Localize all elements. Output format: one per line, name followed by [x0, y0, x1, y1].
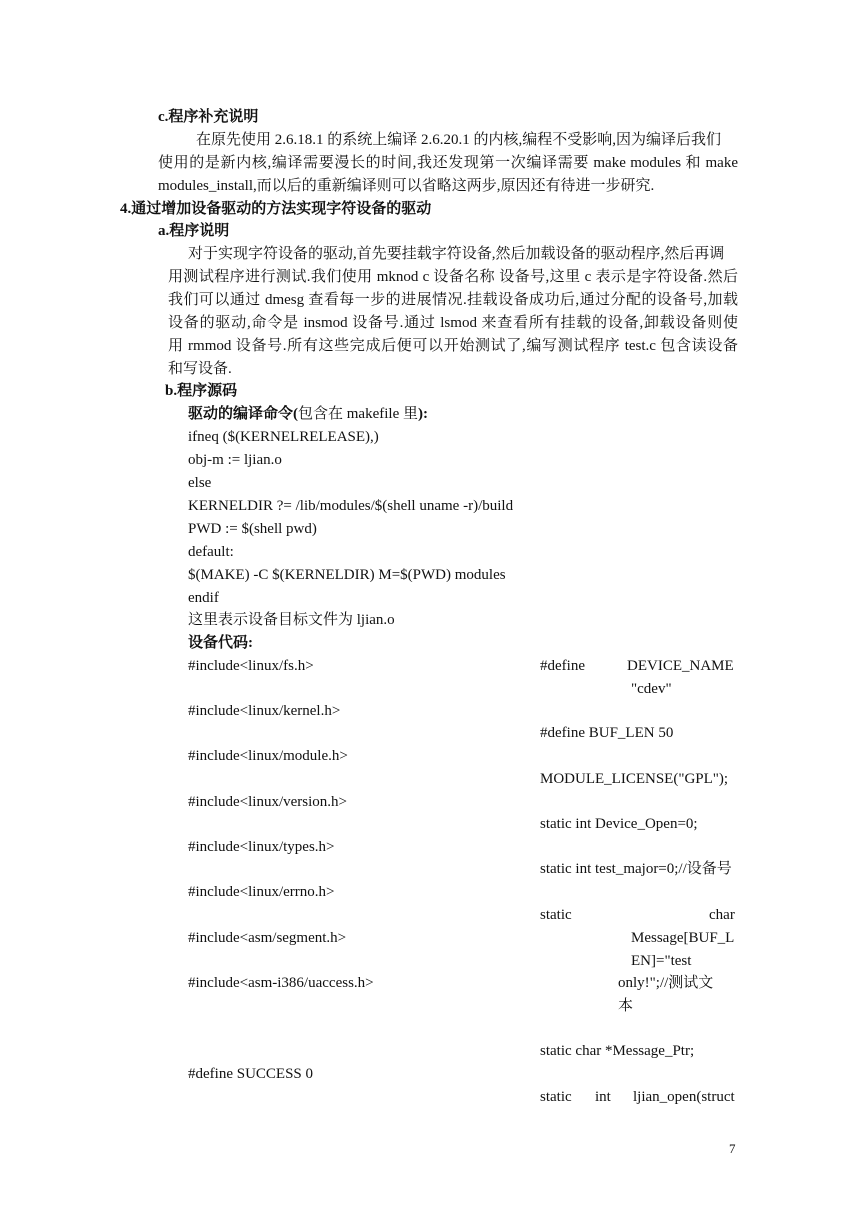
a-para-line-1: 对于实现字符设备的驱动,首先要挂载字符设备,然后加载设备的驱动程序,然后再调 [188, 246, 725, 262]
left-code-line-4: #include<linux/version.h> [188, 794, 347, 810]
right-message-line-1: Message[BUF_L [631, 930, 735, 946]
left-code-line-9: #define SUCCESS 0 [188, 1066, 314, 1082]
right-open-fn: ljian_open(struct [633, 1089, 735, 1105]
target-note: 这里表示设备目标文件为 ljian.o [188, 612, 395, 628]
right-message-ptr: static char *Message_Ptr; [540, 1043, 695, 1059]
right-message-line-2: EN]="test [631, 953, 692, 969]
section-b-heading: b.程序源码 [165, 383, 238, 399]
c-para-line-1: 在原先使用 2.6.18.1 的系统上编译 2.6.20.1 的内核,编程不受影响,因为编译后我们 [196, 132, 722, 148]
right-message-line-3: only!";//测试文 [618, 975, 714, 991]
right-cdev-string: "cdev" [631, 681, 672, 697]
right-define-keyword: #define [540, 658, 585, 674]
left-code-line-1: #include<linux/fs.h> [188, 658, 314, 674]
right-char-keyword: char [709, 907, 735, 923]
compile-heading-bold: 驱动的编译命令( [188, 406, 298, 422]
right-buf-len: #define BUF_LEN 50 [540, 725, 674, 741]
makefile-line-2: obj-m := ljian.o [188, 452, 282, 468]
right-message-line-4: 本 [618, 998, 634, 1014]
makefile-line-4: KERNELDIR ?= /lib/modules/$(shell uname -r)/build [188, 498, 514, 514]
makefile-line-5: PWD := $(shell pwd) [188, 521, 317, 537]
a-para-line-4: 设备的驱动,命令是 insmod 设备号.通过 lsmod 来查看所有挂载的设备,卸载设备则使 [168, 315, 738, 331]
c-para-line-3: modules_install,而以后的重新编译则可以省略这两步,原因还有待进一步研究. [158, 178, 655, 194]
right-device-open: static int Device_Open=0; [540, 816, 698, 832]
compile-heading-bold-end: ): [417, 406, 428, 422]
left-code-line-6: #include<linux/errno.h> [188, 884, 335, 900]
a-para-line-3: 我们可以通过 dmesg 查看每一步的进展情况.挂载设备成功后,通过分配的设备号,加载 [168, 292, 738, 308]
right-module-license: MODULE_LICENSE("GPL"); [540, 771, 729, 787]
makefile-line-3: else [188, 475, 212, 491]
right-device-name: DEVICE_NAME [627, 658, 734, 674]
makefile-line-7: $(MAKE) -C $(KERNELDIR) M=$(PWD) modules [188, 567, 506, 583]
makefile-line-1: ifneq ($(KERNELRELEASE),) [188, 429, 379, 445]
compile-command-heading [188, 405, 428, 423]
left-code-line-7: #include<asm/segment.h> [188, 930, 347, 946]
left-code-line-8: #include<asm-i386/uaccess.h> [188, 975, 374, 991]
right-test-major: static int test_major=0;//设备号 [540, 861, 732, 877]
compile-heading-normal: 包含在 makefile 里 [298, 406, 418, 422]
right-open-static: static [540, 1089, 572, 1105]
left-code-line-2: #include<linux/kernel.h> [188, 703, 341, 719]
right-open-int: int [595, 1089, 611, 1105]
section-a-heading: a.程序说明 [158, 223, 230, 239]
a-para-line-5: 用 rmmod 设备号.所有这些完成后便可以开始测试了,编写测试程序 test.c 包含读设备 [168, 338, 738, 354]
device-code-heading: 设备代码: [188, 635, 253, 651]
section-c-heading: c.程序补充说明 [158, 109, 259, 125]
section-4-heading: 4.通过增加设备驱动的方法实现字符设备的驱动 [120, 201, 432, 217]
a-para-line-2: 用测试程序进行测试.我们使用 mknod c 设备名称 设备号,这里 c 表示是字符设备.然后 [168, 269, 738, 285]
right-static-keyword: static [540, 907, 572, 923]
makefile-line-8: endif [188, 590, 219, 606]
c-para-line-2: 使用的是新内核,编译需要漫长的时间,我还发现第一次编译需要 make modules 和 make [158, 155, 738, 171]
a-para-line-6: 和写设备. [168, 361, 232, 377]
page-number: 7 [729, 1141, 736, 1156]
left-code-line-3: #include<linux/module.h> [188, 748, 348, 764]
makefile-line-6: default: [188, 544, 234, 560]
left-code-line-5: #include<linux/types.h> [188, 839, 335, 855]
